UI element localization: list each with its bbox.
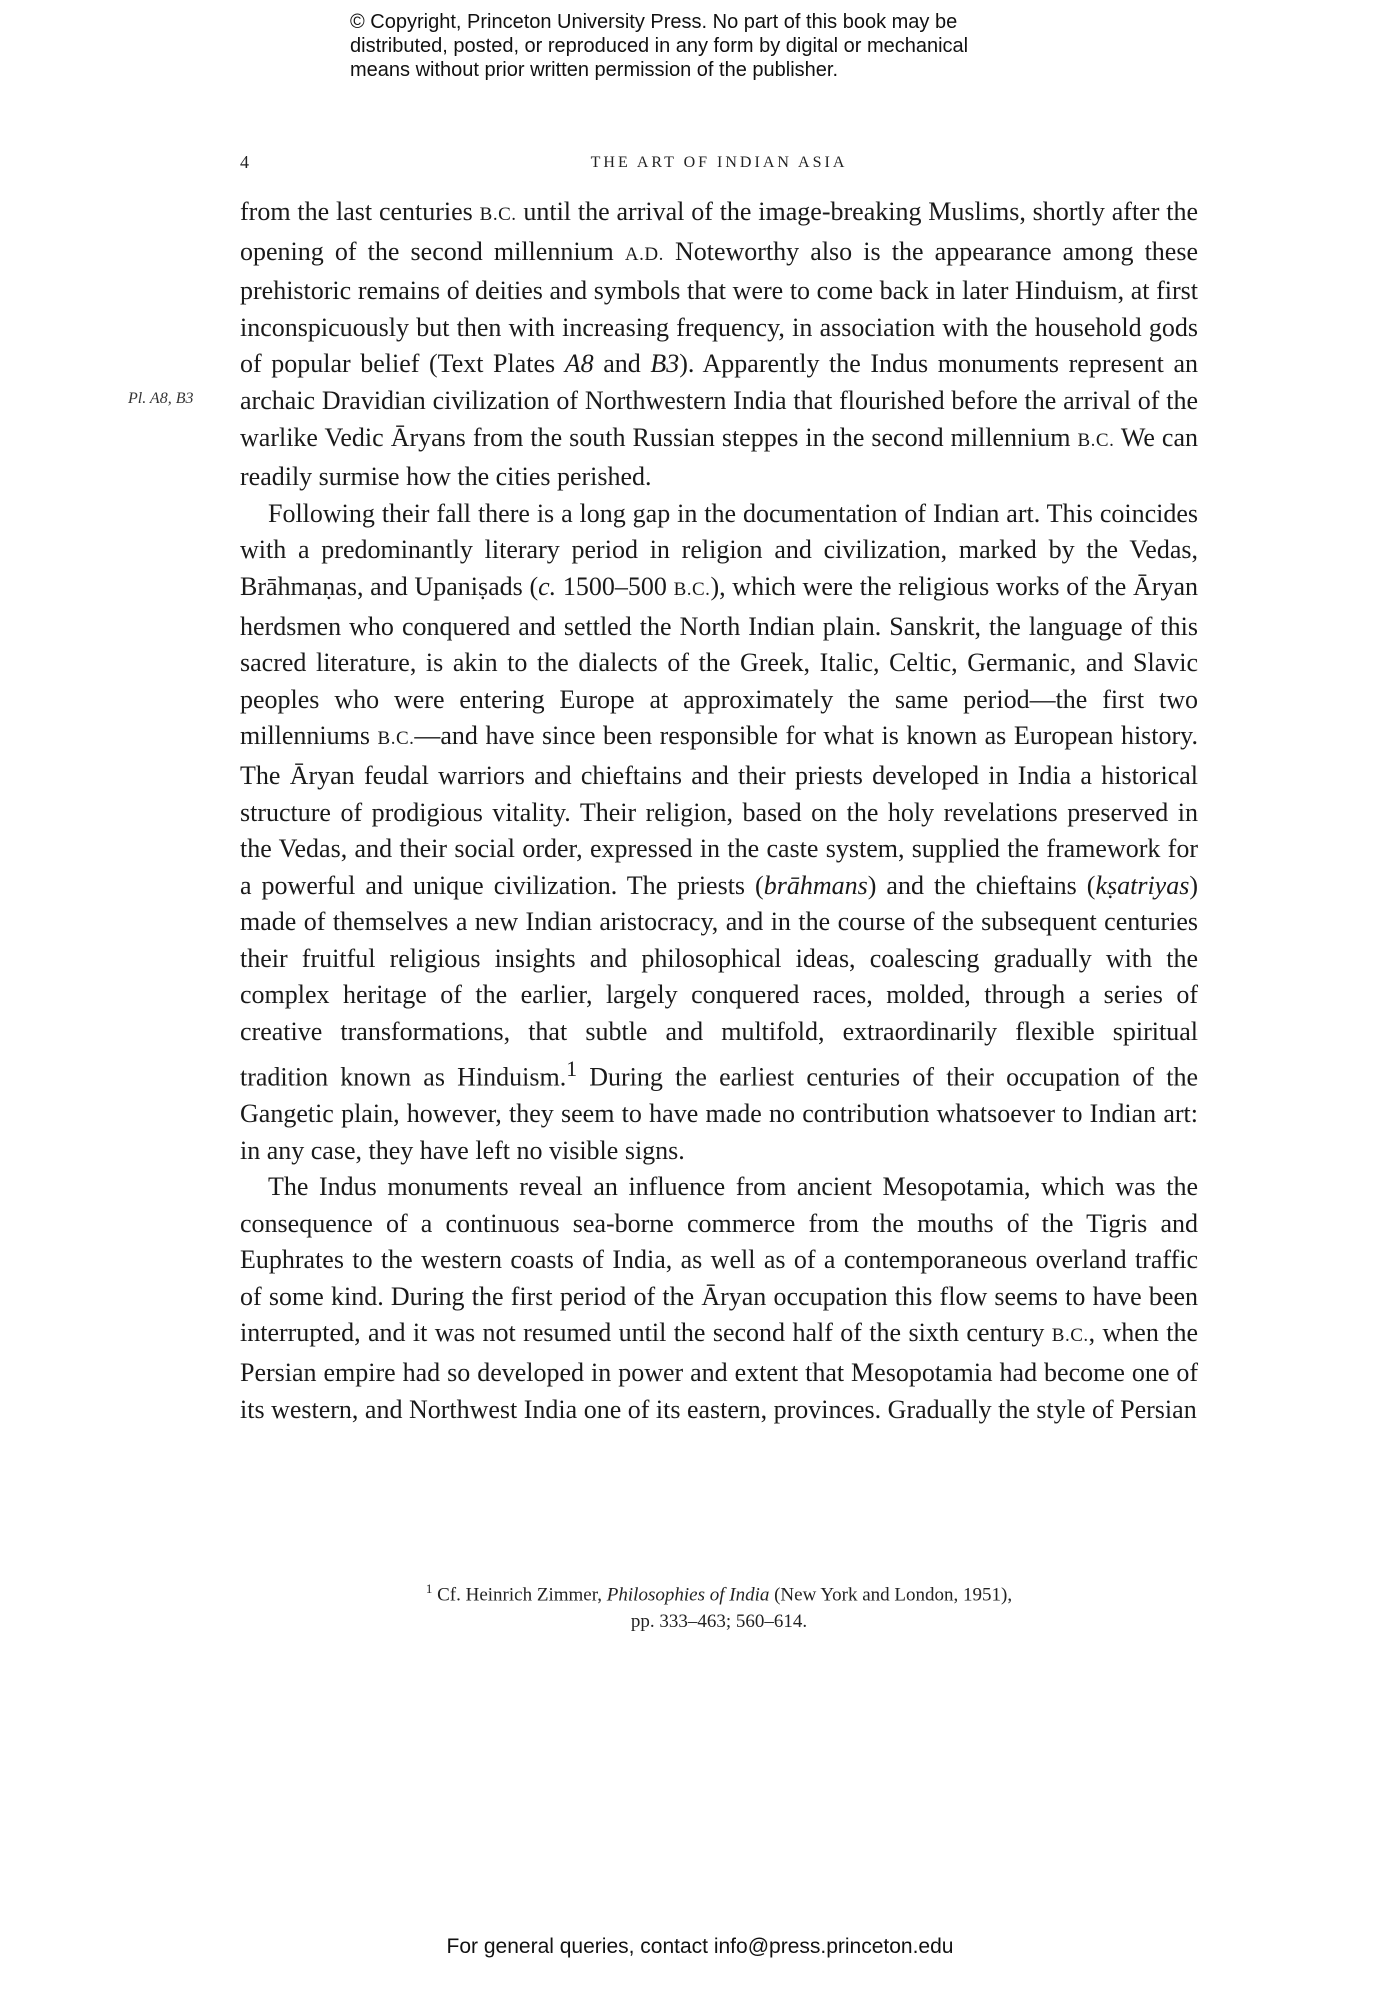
- copyright-line: © Copyright, Princeton University Press. No part of this book may be: [350, 11, 958, 33]
- text-run: from the last centuries: [240, 197, 480, 226]
- body-text: [240, 194, 1198, 1428]
- footnote-marker: 1: [566, 1056, 578, 1081]
- running-title: THE ART OF INDIAN ASIA: [590, 154, 848, 171]
- era-abbreviation: B.C.: [1077, 429, 1115, 451]
- text-run: The Indus monuments reveal an influence from ancient Mesopotamia, which was the consequence of a continuous sea-borne commerce from the mouths of the Tigris and Euphrates to the western coasts of India, as well as of a contemporaneous overland traffic of some kind. During the first period of the Āryan occupation this flow seems to have been interrupted, and it was not resumed until the second half of the sixth century: [240, 1172, 1198, 1348]
- text-run: (New York and London, 1951),: [769, 1584, 1013, 1606]
- book-title: Philosophies of India: [606, 1584, 770, 1606]
- paragraph-3: [240, 1169, 1198, 1428]
- era-abbreviation: B.C.: [377, 728, 415, 750]
- copyright-line: distributed, posted, or reproduced in any form by digital or mechanical: [350, 35, 969, 57]
- era-abbreviation: B.C.: [479, 204, 517, 225]
- text-run: —and have since been responsible for what is known as European history. The Āryan feudal warriors and chieftains and their priests developed in India a historical structure of prodigious vitality. Their religion, based on the holy revelations preserved in the Vedas, and their social order, expressed in the caste system, supplied the framework for a powerful and unique civilization. The priests (: [240, 721, 1198, 900]
- copyright-line: means without prior written permission of the publisher.: [350, 59, 839, 81]
- text-run: ) and the chieftains (: [867, 870, 1096, 900]
- text-run: ). Apparently the Indus monuments represent an archaic Dravidian civilization of Northwestern India that flourished before the arrival of the warlike Vedic Āryans from the south Russian steppes in the second millennium: [240, 349, 1199, 452]
- text-run: Following their fall there is a long gap in the documentation of Indian art. This coincides with a predominantly literary period in religion and civilization, marked by the Vedas, Brāhmaṇas, and Upaniṣads (: [240, 498, 1198, 601]
- plate-reference: A8: [564, 349, 594, 379]
- era-abbreviation: B.C.: [1051, 1325, 1089, 1347]
- text-run: Noteworthy also is the appearance among these prehistoric remains of deities and symbols that were to come back in later Hinduism, at first inconspicuously but then with increasing frequency, in association with the household gods of popular belief (Text Plates: [240, 236, 1198, 379]
- footnote-line: [240, 1575, 1198, 1608]
- text-run: and: [593, 349, 651, 379]
- text-run: Cf. Heinrich Zimmer,: [432, 1584, 607, 1606]
- contact-footer: For general queries, contact info@press.princeton.edu: [446, 1935, 954, 1958]
- era-abbreviation: B.C.: [673, 578, 711, 600]
- plate-reference: B3: [650, 349, 680, 379]
- text-run: 1500–500: [556, 571, 674, 601]
- footnote: [240, 1575, 1198, 1635]
- text-run: During the earliest centuries of their occupation of the Gangetic plain, however, they seem to have made no contribution whatsoever to Indian art: in any case, they have left no visible signs.: [240, 1062, 1198, 1165]
- footnote-marker: 1: [425, 1581, 433, 1596]
- copyright-notice: [350, 10, 1110, 82]
- text-run: until the arrival of the image-breaking Muslims, shortly after the opening of the second millennium: [240, 197, 1198, 266]
- running-head: [240, 152, 1198, 182]
- footnote-line: pp. 333–463; 560–614.: [630, 1611, 808, 1633]
- page-number: 4: [240, 152, 249, 172]
- text-run: We can readily surmise how the cities perished.: [240, 422, 1198, 492]
- sanskrit-term: brāhmans: [763, 870, 868, 900]
- paragraph-1: [240, 194, 1198, 496]
- text-run: ) made of themselves a new Indian aristocracy, and in the course of the subsequent centuries their fruitful religious insights and philosophical ideas, coalescing gradually with the complex heritage of the earlier, largely conquered races, molded, through a series of creative transformations, that subtle and multifold, extraordinarily flexible spiritual tradition known as Hinduism.: [240, 870, 1199, 1092]
- text-run: ), which were the religious works of the Āryan herdsmen who conquered and settled the North Indian plain. Sanskrit, the language of this sacred literature, is akin to the dialects of the Greek, Italic, Celtic, Germanic, and Slavic peoples who were entering Europe at approximately the same period—the first two millenniums: [240, 571, 1199, 751]
- paragraph-2: [240, 496, 1198, 1169]
- circa-abbreviation: c.: [538, 571, 557, 601]
- sanskrit-term: kṣatriyas: [1095, 870, 1190, 900]
- plate-reference-margin-note: Pl. A8, B3: [128, 390, 194, 407]
- text-run: , when the Persian empire had so developed in power and extent that Mesopotamia had become one of its western, and Northwest India one of its eastern, provinces. Gradually the style of Persian: [240, 1318, 1198, 1424]
- era-abbreviation: A.D.: [624, 243, 664, 265]
